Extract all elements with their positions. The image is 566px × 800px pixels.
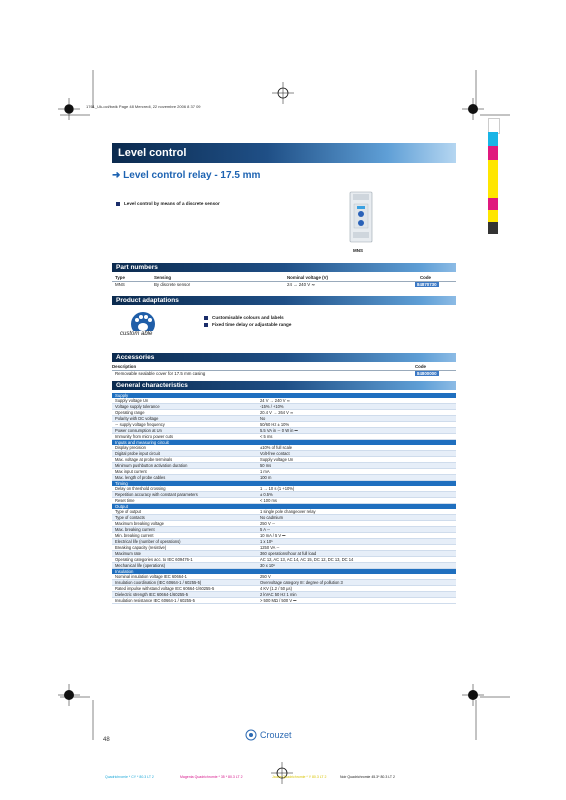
part-sensing: By discrete sensor xyxy=(154,282,191,287)
characteristic-label: ∼ supply voltage frequency xyxy=(115,422,165,427)
characteristic-value: 50 ms xyxy=(260,463,272,468)
page-title: Level control xyxy=(118,147,187,159)
characteristic-value: 360 operations/hour at full load xyxy=(260,551,317,556)
characteristic-value: 4 KV (1.2 / 50 µs) xyxy=(260,586,292,591)
characteristic-label: Reset time xyxy=(115,498,135,503)
characteristic-value: Overvoltage category III: degree of pollution 3 xyxy=(260,580,343,585)
characteristic-label: Type of contacts xyxy=(115,515,145,520)
characteristic-value: 250 V ∼ xyxy=(260,521,276,526)
crouzet-logo-icon xyxy=(245,729,257,741)
product-title-text: Level control relay - 17.5 mm xyxy=(123,170,261,181)
characteristic-value: 5.5 VA in ∼ 0 W in ⎓ xyxy=(260,428,298,433)
col-header-code: Code xyxy=(420,275,431,280)
print-slug-cyan: Quadrichromie * CY * 80.3 LT 2 xyxy=(105,775,154,779)
characteristic-label: Operating range xyxy=(115,410,145,415)
part-voltage: 24 → 240 V ≂ xyxy=(287,282,316,287)
customable-logo-text: custom able xyxy=(120,331,153,337)
characteristic-value: 5 A ∼ xyxy=(260,527,271,532)
col-header-sensing: Sensing xyxy=(154,275,172,280)
characteristic-value: 2 kVAC 50 Hz 1 min xyxy=(260,592,297,597)
section-header-part-numbers: Part numbers xyxy=(112,263,456,272)
color-swatch-magenta xyxy=(488,198,498,210)
col-header-type: Type xyxy=(115,275,125,280)
characteristic-label: Polarity with DC voltage xyxy=(115,416,159,421)
characteristic-value: 1 x 10⁵ xyxy=(260,539,273,544)
characteristic-label: Digital probe input circuit xyxy=(115,451,160,456)
table-row xyxy=(112,598,456,604)
characteristic-label: Max. length of probe cables xyxy=(115,475,166,480)
characteristic-label: Type of output xyxy=(115,509,141,514)
characteristic-label: Minimum pushbutton activation duration xyxy=(115,463,188,468)
characteristic-label: Max input current xyxy=(115,469,147,474)
accessories-table xyxy=(112,364,456,378)
section-header-accessories: Accessories xyxy=(112,353,456,362)
characteristic-value: 1250 VA ∼ xyxy=(260,545,280,550)
relay-product-image xyxy=(346,190,376,246)
characteristic-label: Min. breaking current xyxy=(115,533,154,538)
characteristic-value: Supply voltage Un xyxy=(260,457,294,462)
characteristic-label: Maximum breaking voltage xyxy=(115,521,164,526)
part-numbers-table xyxy=(112,275,456,291)
section-header-general-characteristics: General characteristics xyxy=(112,381,456,390)
characteristic-label: Supply voltage Un xyxy=(115,398,149,403)
characteristic-label: Breaking capacity (resistive) xyxy=(115,545,167,550)
square-bullet-icon xyxy=(116,202,120,206)
color-swatch-yellow xyxy=(488,160,498,198)
product-title xyxy=(112,170,260,181)
characteristic-value: 1 mA xyxy=(260,469,270,474)
characteristic-label: Max. voltage at probe terminals xyxy=(115,457,173,462)
print-slug-top: 1761_Uk-oct/bwik Page 48 Mercredi, 22 novembre 2006 8 37 09 xyxy=(86,104,201,109)
characteristic-label: Repetition accuracy with constant parameters xyxy=(115,492,198,497)
print-slug-black: Noir Quadrichromie 45.3* 80.3 LT 2 xyxy=(340,775,395,779)
characteristic-value: 30 x 10⁶ xyxy=(260,563,276,568)
characteristic-label: Immunity from micro power cuts xyxy=(115,434,174,439)
characteristic-value: < 100 ms xyxy=(260,498,277,503)
characteristic-label: Maximum rate xyxy=(115,551,141,556)
part-type: MNS xyxy=(115,282,125,287)
characteristic-label: Nominal insulation voltage IEC 60664-1 xyxy=(115,574,187,579)
characteristic-label: Rated impulse withstand voltage IEC 60664-1/60255-5 xyxy=(115,586,215,591)
product-image-caption: MNS xyxy=(353,248,363,253)
group-header: Output xyxy=(112,504,456,509)
col-header-description: Description xyxy=(112,364,137,369)
characteristic-value: No cadmium xyxy=(260,515,283,520)
general-characteristics-table xyxy=(112,393,456,604)
characteristic-label: Delay on threshold crossing xyxy=(115,486,166,491)
accessory-code: 84800000 xyxy=(417,371,437,376)
characteristic-value: No xyxy=(260,416,266,421)
characteristic-value: 100 m xyxy=(260,475,272,480)
col-header-code: Code xyxy=(415,364,426,369)
section-header-product-adaptations: Product adaptations xyxy=(112,296,456,305)
group-header: Timing xyxy=(112,481,456,486)
characteristic-value: 1 single pole changeover relay xyxy=(260,509,316,514)
group-header: Insulation xyxy=(112,569,456,574)
characteristic-value: ± 0.5% xyxy=(260,492,273,497)
adaptation-item: Fixed time delay or adjustable range xyxy=(204,322,291,327)
characteristic-label: Max. breaking current xyxy=(115,527,155,532)
color-swatch-yellow xyxy=(488,210,498,222)
color-swatch-magenta xyxy=(488,146,498,160)
print-slug-magenta: Magenta Quadrichromie * 35 * 80.3 LT 2 xyxy=(180,775,243,779)
page-number: 48 xyxy=(103,737,110,743)
col-header-voltage: Nominal voltage (V) xyxy=(287,275,328,280)
group-header: Supply xyxy=(112,393,456,398)
square-bullet-icon xyxy=(204,316,208,320)
characteristic-label: Insulation resistance IEC 60664-1 / 60255-5 xyxy=(115,598,195,603)
characteristic-value: 50/60 Hz ± 10% xyxy=(260,422,290,427)
characteristic-value: 250 V xyxy=(260,574,271,579)
part-code: 84870730 xyxy=(417,282,437,287)
arrow-right-icon: ➜ xyxy=(112,170,121,181)
characteristic-value: ±10% of full scale xyxy=(260,445,293,450)
characteristic-value: < 5 ms xyxy=(260,434,273,439)
brand-name: Crouzet xyxy=(260,730,292,740)
characteristic-value: -15% / +10% xyxy=(260,404,284,409)
square-bullet-icon xyxy=(204,323,208,327)
color-swatch-black xyxy=(488,222,498,234)
characteristic-label: Operating categories acc. to IEC 609476-1 xyxy=(115,557,193,562)
characteristic-value: AC 12, AC 13, AC 14, AC 15, DC 12, DC 13, DC 14 xyxy=(260,557,354,562)
characteristic-label: Display precision xyxy=(115,445,146,450)
group-header: Inputs and measuring circuit xyxy=(112,440,456,445)
brand-logo xyxy=(245,729,292,741)
characteristic-label: Mechanical life (operations) xyxy=(115,563,166,568)
characteristic-value: 1 → 10 s (1 +10%) xyxy=(260,486,295,491)
adaptation-item: Customisable colours and labels xyxy=(204,315,284,320)
characteristic-value: > 500 MΩ / 500 V ⎓ xyxy=(260,598,297,603)
feature-item: Level control by means of a discrete sensor xyxy=(116,201,220,206)
characteristic-label: Electrical life (number of operations) xyxy=(115,539,181,544)
characteristic-label: Dielectric strength IEC 60664-1/60255-5 xyxy=(115,592,189,597)
characteristic-value: 24 V → 240 V ≂ xyxy=(260,398,291,403)
characteristic-label: Power consumption at Un xyxy=(115,428,162,433)
characteristic-label: Voltage supply tolerance xyxy=(115,404,160,409)
characteristic-value: 10 mA / 5 V ⎓ xyxy=(260,533,286,538)
characteristic-value: 20.4 V → 264 V ≂ xyxy=(260,410,294,415)
accessory-description: Removable sealable cover for 17.5 mm casing xyxy=(115,371,206,376)
characteristic-label: Insulation coordination (IEC 60664-1 / 60255-5) xyxy=(115,580,202,585)
characteristic-value: Volt-free contact xyxy=(260,451,290,456)
print-slug-yellow: Jaune Quadrichromie * Y 80.3 LT 2 xyxy=(272,775,327,779)
color-swatch-cyan xyxy=(488,132,498,146)
